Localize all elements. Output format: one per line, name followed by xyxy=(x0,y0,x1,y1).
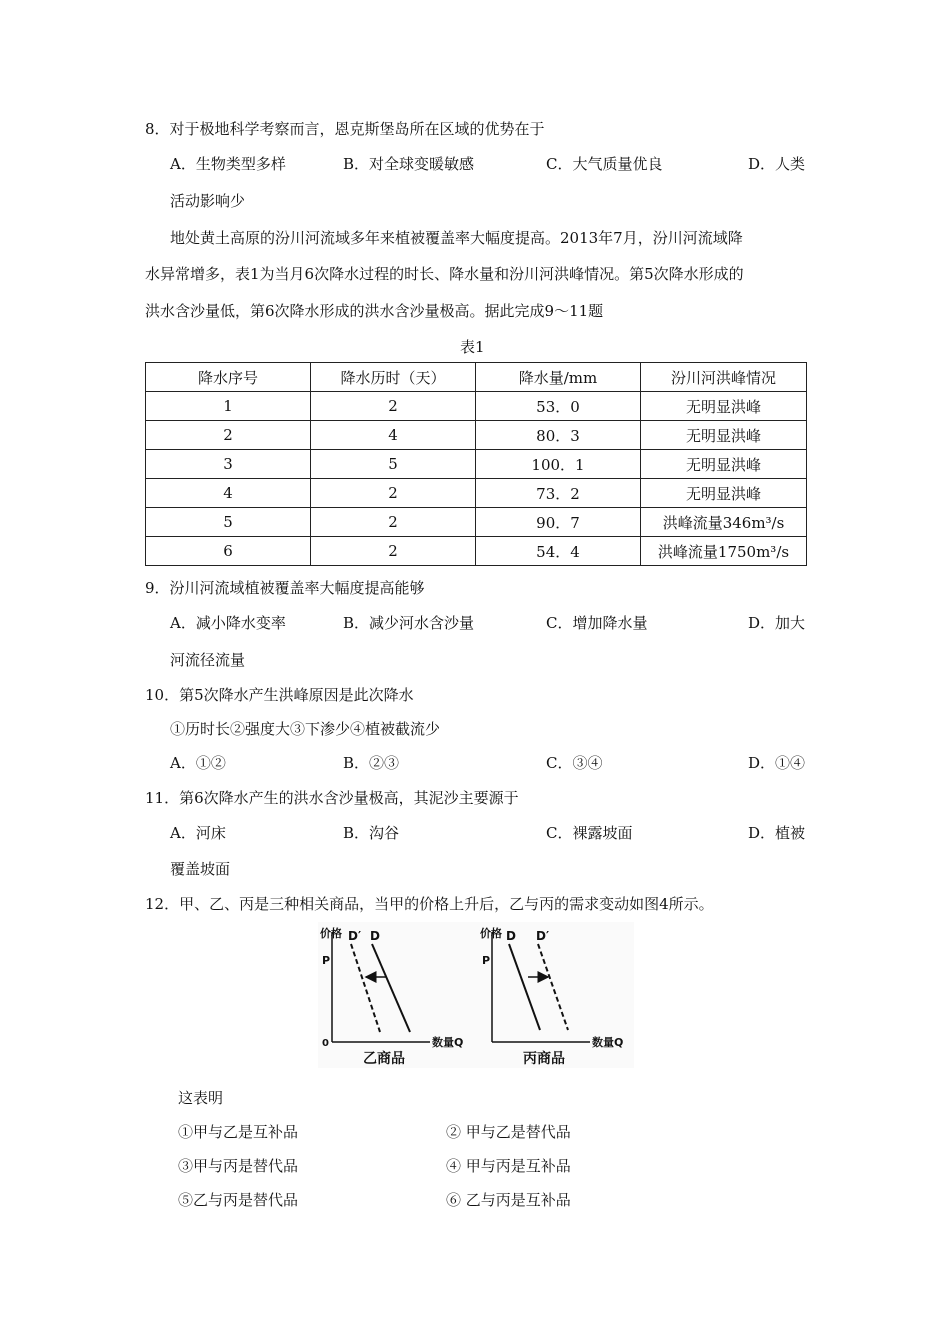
left-d-prime-curve xyxy=(351,944,380,1032)
q10-stem: 10．第5次降水产生洪峰原因是此次降水 xyxy=(145,686,414,704)
q8-stem: 8．对于极地科学考察而言，恩克斯堡岛所在区域的优势在于 xyxy=(145,120,545,138)
right-d-prime-curve xyxy=(538,944,568,1030)
right-d-label: D xyxy=(506,929,516,943)
left-d-prime-label: D′ xyxy=(348,929,362,943)
q10-option-b: B．②③ xyxy=(343,754,400,772)
right-d-curve xyxy=(509,944,540,1030)
table-cell: 90．7 xyxy=(476,508,641,537)
q9-option-b: B．减少河水含沙量 xyxy=(343,614,475,632)
left-y-axis-label: 价格 xyxy=(320,927,342,940)
q9-stem: 9．汾川河流域植被覆盖率大幅度提高能够 xyxy=(145,579,425,597)
left-origin: 0 xyxy=(322,1038,329,1049)
table-cell: 2 xyxy=(146,421,311,450)
table-cell: 洪峰流量346m³/s xyxy=(641,508,807,537)
left-d-curve xyxy=(372,944,410,1032)
table-cell: 无明显洪峰 xyxy=(641,421,807,450)
table-header: 降水序号 xyxy=(146,363,311,392)
table-cell: 53．0 xyxy=(476,392,641,421)
table-cell: 无明显洪峰 xyxy=(641,450,807,479)
left-x-axis-label: 数量Q xyxy=(432,1036,464,1049)
passage-line-3: 洪水含沙量低，第6次降水形成的洪水含沙量极高。据此完成9～11题 xyxy=(145,302,604,320)
left-d-label: D xyxy=(370,929,380,943)
table-cell: 5 xyxy=(311,450,476,479)
q12-option-2: ② 甲与乙是替代品 xyxy=(446,1123,571,1141)
q11-option-c: C．裸露坡面 xyxy=(546,824,633,842)
precipitation-table xyxy=(145,362,807,566)
q11-option-d-continued: 覆盖坡面 xyxy=(170,860,231,878)
table-header: 降水历时（天） xyxy=(311,363,476,392)
q8-option-d-continued: 活动影响少 xyxy=(170,192,246,210)
passage-line-1: 地处黄土高原的汾川河流域多年来植被覆盖率大幅度提高。2013年7月，汾川河流域降 xyxy=(170,229,743,247)
table-cell: 6 xyxy=(146,537,311,566)
table-header: 降水量/mm xyxy=(476,363,641,392)
q9-option-c: C．增加降水量 xyxy=(546,614,648,632)
table-header: 汾川河洪峰情况 xyxy=(641,363,807,392)
q10-option-c: C．③④ xyxy=(546,754,603,772)
demand-shift-figure xyxy=(318,922,634,1068)
q11-option-a: A．河床 xyxy=(170,824,226,842)
q12-option-3: ③甲与丙是替代品 xyxy=(178,1157,299,1175)
table-cell: 2 xyxy=(311,479,476,508)
q12-option-1: ①甲与乙是互补品 xyxy=(178,1123,299,1141)
table-cell: 2 xyxy=(311,537,476,566)
table-cell: 54．4 xyxy=(476,537,641,566)
q8-option-a: A．生物类型多样 xyxy=(170,155,286,173)
q12-option-6: ⑥ 乙与丙是互补品 xyxy=(446,1191,571,1209)
table-cell: 2 xyxy=(311,508,476,537)
table-row xyxy=(146,392,807,421)
table-header-row xyxy=(146,363,807,392)
q11-stem: 11．第6次降水产生的洪水含沙量极高，其泥沙主要源于 xyxy=(145,789,519,807)
q11-option-d: D．植被 xyxy=(748,824,806,842)
q8-option-d: D．人类 xyxy=(748,155,806,173)
right-panel xyxy=(480,926,623,1067)
table-caption: 表1 xyxy=(460,338,485,356)
right-y-axis-label: 价格 xyxy=(480,927,502,940)
table-cell: 73．2 xyxy=(476,479,641,508)
table-cell: 1 xyxy=(146,392,311,421)
right-d-prime-label: D′ xyxy=(536,929,550,943)
q12-option-5: ⑤乙与丙是替代品 xyxy=(178,1191,299,1209)
table-row xyxy=(146,421,807,450)
q9-option-d: D．加大 xyxy=(748,614,806,632)
table-row xyxy=(146,508,807,537)
table-row xyxy=(146,479,807,508)
left-panel xyxy=(320,926,463,1067)
q10-option-a: A．①② xyxy=(170,754,226,772)
right-y-symbol: P xyxy=(482,954,491,967)
table-cell: 100．1 xyxy=(476,450,641,479)
right-caption: 丙商品 xyxy=(523,1051,565,1067)
table-row xyxy=(146,537,807,566)
q12-lead: 这表明 xyxy=(178,1089,224,1107)
q10-sub-options: ①历时长②强度大③下渗少④植被截流少 xyxy=(170,720,441,738)
table-row xyxy=(146,450,807,479)
table-cell: 5 xyxy=(146,508,311,537)
passage-line-2: 水异常增多，表1为当月6次降水过程的时长、降水量和汾川河洪峰情况。第5次降水形成的 xyxy=(145,265,744,283)
q9-option-d-continued: 河流径流量 xyxy=(170,651,246,669)
q12-stem: 12．甲、乙、丙是三种相关商品，当甲的价格上升后，乙与丙的需求变动如图4所示。 xyxy=(145,895,714,913)
table-cell: 3 xyxy=(146,450,311,479)
table-cell: 4 xyxy=(311,421,476,450)
q9-option-a: A．减小降水变率 xyxy=(170,614,286,632)
q11-option-b: B．沟谷 xyxy=(343,824,400,842)
left-caption: 乙商品 xyxy=(363,1051,405,1067)
left-y-symbol: P xyxy=(322,954,331,967)
table-cell: 无明显洪峰 xyxy=(641,392,807,421)
table-cell: 洪峰流量1750m³/s xyxy=(641,537,807,566)
q8-option-b: B．对全球变暖敏感 xyxy=(343,155,475,173)
table-cell: 4 xyxy=(146,479,311,508)
q12-option-4: ④ 甲与丙是互补品 xyxy=(446,1157,571,1175)
demand-shift-figure-svg xyxy=(318,922,634,1068)
table-cell: 80．3 xyxy=(476,421,641,450)
q8-option-c: C．大气质量优良 xyxy=(546,155,663,173)
right-x-axis-label: 数量Q xyxy=(592,1036,624,1049)
table-cell: 2 xyxy=(311,392,476,421)
q10-option-d: D．①④ xyxy=(748,754,806,772)
table-cell: 无明显洪峰 xyxy=(641,479,807,508)
